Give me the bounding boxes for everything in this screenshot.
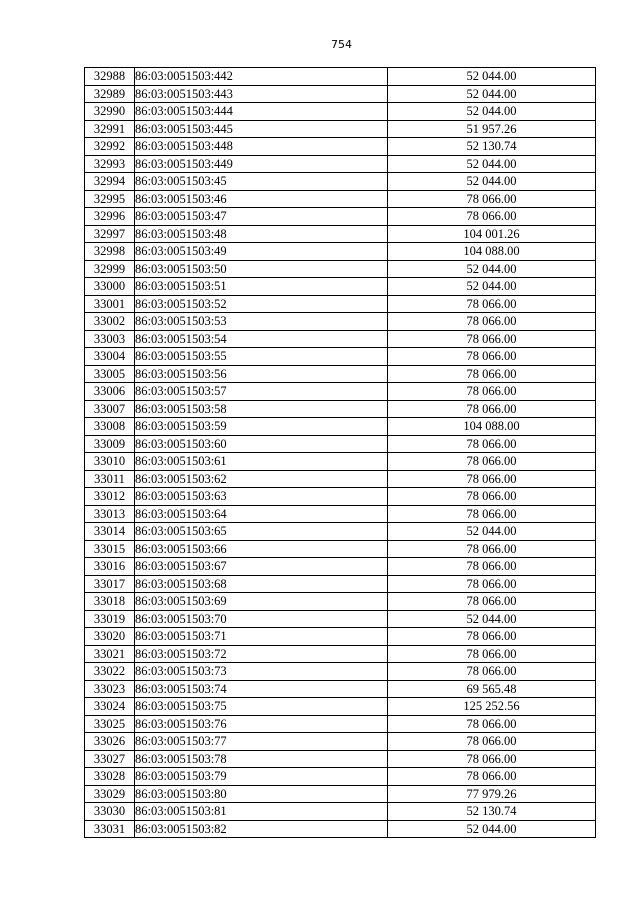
row-number-cell: 33016 bbox=[85, 558, 135, 576]
table-row bbox=[85, 173, 596, 191]
cadastral-number-cell: 86:03:0051503:76 bbox=[135, 715, 388, 733]
row-number-cell: 33019 bbox=[85, 610, 135, 628]
table-row bbox=[85, 68, 596, 86]
table-row bbox=[85, 750, 596, 768]
cadastral-value-cell: 52 044.00 bbox=[388, 155, 596, 173]
row-number-cell: 32994 bbox=[85, 173, 135, 191]
table-row bbox=[85, 453, 596, 471]
table-row bbox=[85, 313, 596, 331]
row-number-cell: 33014 bbox=[85, 523, 135, 541]
table-row bbox=[85, 383, 596, 401]
row-number-cell: 33029 bbox=[85, 785, 135, 803]
cadastral-value-cell: 77 979.26 bbox=[388, 785, 596, 803]
row-number-cell: 33031 bbox=[85, 820, 135, 838]
cadastral-value-cell: 78 066.00 bbox=[388, 768, 596, 786]
row-number-cell: 33012 bbox=[85, 488, 135, 506]
row-number-cell: 32990 bbox=[85, 103, 135, 121]
table-row bbox=[85, 400, 596, 418]
table-row bbox=[85, 505, 596, 523]
table-row bbox=[85, 785, 596, 803]
table-row bbox=[85, 278, 596, 296]
cadastral-number-cell: 86:03:0051503:80 bbox=[135, 785, 388, 803]
cadastral-number-cell: 86:03:0051503:60 bbox=[135, 435, 388, 453]
table-row bbox=[85, 138, 596, 156]
cadastral-number-cell: 86:03:0051503:57 bbox=[135, 383, 388, 401]
table-row bbox=[85, 488, 596, 506]
table-row bbox=[85, 365, 596, 383]
cadastral-number-cell: 86:03:0051503:48 bbox=[135, 225, 388, 243]
cadastral-number-cell: 86:03:0051503:77 bbox=[135, 733, 388, 751]
cadastral-value-cell: 52 044.00 bbox=[388, 103, 596, 121]
cadastral-value-cell: 78 066.00 bbox=[388, 505, 596, 523]
row-number-cell: 33013 bbox=[85, 505, 135, 523]
row-number-cell: 33030 bbox=[85, 803, 135, 821]
row-number-cell: 33001 bbox=[85, 295, 135, 313]
cadastral-number-cell: 86:03:0051503:445 bbox=[135, 120, 388, 138]
row-number-cell: 33005 bbox=[85, 365, 135, 383]
table-row bbox=[85, 593, 596, 611]
table-row bbox=[85, 260, 596, 278]
cadastral-value-cell: 78 066.00 bbox=[388, 295, 596, 313]
cadastral-number-cell: 86:03:0051503:65 bbox=[135, 523, 388, 541]
cadastral-value-table bbox=[84, 67, 596, 838]
cadastral-number-cell: 86:03:0051503:448 bbox=[135, 138, 388, 156]
row-number-cell: 32998 bbox=[85, 243, 135, 261]
cadastral-number-cell: 86:03:0051503:55 bbox=[135, 348, 388, 366]
cadastral-number-cell: 86:03:0051503:70 bbox=[135, 610, 388, 628]
table-row bbox=[85, 768, 596, 786]
table-row bbox=[85, 418, 596, 436]
cadastral-value-cell: 78 066.00 bbox=[388, 628, 596, 646]
row-number-cell: 33017 bbox=[85, 575, 135, 593]
cadastral-value-cell: 52 044.00 bbox=[388, 260, 596, 278]
cadastral-value-cell: 78 066.00 bbox=[388, 313, 596, 331]
table-row bbox=[85, 610, 596, 628]
cadastral-value-cell: 52 044.00 bbox=[388, 173, 596, 191]
table-row bbox=[85, 680, 596, 698]
cadastral-number-cell: 86:03:0051503:47 bbox=[135, 208, 388, 226]
cadastral-value-cell: 104 001.26 bbox=[388, 225, 596, 243]
cadastral-value-cell: 78 066.00 bbox=[388, 663, 596, 681]
cadastral-value-cell: 78 066.00 bbox=[388, 383, 596, 401]
cadastral-value-cell: 52 044.00 bbox=[388, 278, 596, 296]
row-number-cell: 32993 bbox=[85, 155, 135, 173]
cadastral-number-cell: 86:03:0051503:81 bbox=[135, 803, 388, 821]
table-row bbox=[85, 803, 596, 821]
row-number-cell: 32999 bbox=[85, 260, 135, 278]
row-number-cell: 33022 bbox=[85, 663, 135, 681]
row-number-cell: 33002 bbox=[85, 313, 135, 331]
table-row bbox=[85, 85, 596, 103]
row-number-cell: 32989 bbox=[85, 85, 135, 103]
table-body bbox=[85, 68, 596, 838]
table-row bbox=[85, 733, 596, 751]
cadastral-value-cell: 78 066.00 bbox=[388, 435, 596, 453]
cadastral-number-cell: 86:03:0051503:79 bbox=[135, 768, 388, 786]
cadastral-number-cell: 86:03:0051503:62 bbox=[135, 470, 388, 488]
cadastral-value-cell: 78 066.00 bbox=[388, 733, 596, 751]
row-number-cell: 33011 bbox=[85, 470, 135, 488]
row-number-cell: 32997 bbox=[85, 225, 135, 243]
row-number-cell: 33003 bbox=[85, 330, 135, 348]
row-number-cell: 33008 bbox=[85, 418, 135, 436]
row-number-cell: 33028 bbox=[85, 768, 135, 786]
table-row bbox=[85, 715, 596, 733]
cadastral-value-cell: 52 044.00 bbox=[388, 610, 596, 628]
cadastral-number-cell: 86:03:0051503:46 bbox=[135, 190, 388, 208]
cadastral-value-cell: 78 066.00 bbox=[388, 208, 596, 226]
row-number-cell: 33027 bbox=[85, 750, 135, 768]
row-number-cell: 33023 bbox=[85, 680, 135, 698]
table-row bbox=[85, 540, 596, 558]
cadastral-value-cell: 52 130.74 bbox=[388, 803, 596, 821]
cadastral-value-cell: 78 066.00 bbox=[388, 540, 596, 558]
cadastral-number-cell: 86:03:0051503:442 bbox=[135, 68, 388, 86]
cadastral-value-cell: 78 066.00 bbox=[388, 365, 596, 383]
cadastral-number-cell: 86:03:0051503:82 bbox=[135, 820, 388, 838]
row-number-cell: 33020 bbox=[85, 628, 135, 646]
table-row bbox=[85, 120, 596, 138]
row-number-cell: 33018 bbox=[85, 593, 135, 611]
cadastral-value-cell: 52 044.00 bbox=[388, 523, 596, 541]
cadastral-value-cell: 52 044.00 bbox=[388, 68, 596, 86]
row-number-cell: 33025 bbox=[85, 715, 135, 733]
cadastral-value-cell: 78 066.00 bbox=[388, 558, 596, 576]
cadastral-number-cell: 86:03:0051503:69 bbox=[135, 593, 388, 611]
cadastral-number-cell: 86:03:0051503:449 bbox=[135, 155, 388, 173]
table-row bbox=[85, 470, 596, 488]
cadastral-value-cell: 52 044.00 bbox=[388, 85, 596, 103]
cadastral-number-cell: 86:03:0051503:51 bbox=[135, 278, 388, 296]
cadastral-number-cell: 86:03:0051503:49 bbox=[135, 243, 388, 261]
cadastral-value-cell: 52 044.00 bbox=[388, 820, 596, 838]
cadastral-number-cell: 86:03:0051503:61 bbox=[135, 453, 388, 471]
table-row bbox=[85, 558, 596, 576]
cadastral-number-cell: 86:03:0051503:66 bbox=[135, 540, 388, 558]
row-number-cell: 33024 bbox=[85, 698, 135, 716]
table-row bbox=[85, 628, 596, 646]
cadastral-value-cell: 78 066.00 bbox=[388, 593, 596, 611]
table-row bbox=[85, 225, 596, 243]
cadastral-value-cell: 78 066.00 bbox=[388, 330, 596, 348]
cadastral-number-cell: 86:03:0051503:72 bbox=[135, 645, 388, 663]
row-number-cell: 33006 bbox=[85, 383, 135, 401]
cadastral-value-cell: 78 066.00 bbox=[388, 575, 596, 593]
cadastral-value-cell: 104 088.00 bbox=[388, 243, 596, 261]
cadastral-value-cell: 78 066.00 bbox=[388, 750, 596, 768]
row-number-cell: 33026 bbox=[85, 733, 135, 751]
table-row bbox=[85, 698, 596, 716]
cadastral-number-cell: 86:03:0051503:71 bbox=[135, 628, 388, 646]
row-number-cell: 33004 bbox=[85, 348, 135, 366]
cadastral-number-cell: 86:03:0051503:52 bbox=[135, 295, 388, 313]
table-row bbox=[85, 295, 596, 313]
cadastral-number-cell: 86:03:0051503:78 bbox=[135, 750, 388, 768]
row-number-cell: 32991 bbox=[85, 120, 135, 138]
row-number-cell: 32995 bbox=[85, 190, 135, 208]
cadastral-number-cell: 86:03:0051503:75 bbox=[135, 698, 388, 716]
row-number-cell: 32992 bbox=[85, 138, 135, 156]
cadastral-number-cell: 86:03:0051503:68 bbox=[135, 575, 388, 593]
table-row bbox=[85, 575, 596, 593]
cadastral-value-cell: 78 066.00 bbox=[388, 715, 596, 733]
cadastral-value-cell: 78 066.00 bbox=[388, 645, 596, 663]
row-number-cell: 33009 bbox=[85, 435, 135, 453]
cadastral-number-cell: 86:03:0051503:45 bbox=[135, 173, 388, 191]
row-number-cell: 32996 bbox=[85, 208, 135, 226]
cadastral-number-cell: 86:03:0051503:67 bbox=[135, 558, 388, 576]
row-number-cell: 33007 bbox=[85, 400, 135, 418]
cadastral-number-cell: 86:03:0051503:59 bbox=[135, 418, 388, 436]
row-number-cell: 33021 bbox=[85, 645, 135, 663]
table-row bbox=[85, 330, 596, 348]
cadastral-number-cell: 86:03:0051503:58 bbox=[135, 400, 388, 418]
cadastral-number-cell: 86:03:0051503:53 bbox=[135, 313, 388, 331]
table-row bbox=[85, 103, 596, 121]
table-row bbox=[85, 155, 596, 173]
cadastral-value-cell: 69 565.48 bbox=[388, 680, 596, 698]
cadastral-value-cell: 104 088.00 bbox=[388, 418, 596, 436]
cadastral-value-cell: 78 066.00 bbox=[388, 488, 596, 506]
table-row bbox=[85, 663, 596, 681]
cadastral-number-cell: 86:03:0051503:54 bbox=[135, 330, 388, 348]
page-number: 754 bbox=[331, 38, 352, 51]
cadastral-value-cell: 78 066.00 bbox=[388, 470, 596, 488]
table-row bbox=[85, 435, 596, 453]
row-number-cell: 32988 bbox=[85, 68, 135, 86]
cadastral-value-cell: 51 957.26 bbox=[388, 120, 596, 138]
cadastral-value-cell: 78 066.00 bbox=[388, 400, 596, 418]
table-row bbox=[85, 645, 596, 663]
table-row bbox=[85, 190, 596, 208]
table-row bbox=[85, 348, 596, 366]
cadastral-number-cell: 86:03:0051503:63 bbox=[135, 488, 388, 506]
cadastral-value-cell: 52 130.74 bbox=[388, 138, 596, 156]
table-row bbox=[85, 208, 596, 226]
table-row bbox=[85, 243, 596, 261]
cadastral-value-cell: 78 066.00 bbox=[388, 348, 596, 366]
cadastral-number-cell: 86:03:0051503:73 bbox=[135, 663, 388, 681]
table-row bbox=[85, 820, 596, 838]
cadastral-number-cell: 86:03:0051503:74 bbox=[135, 680, 388, 698]
cadastral-value-cell: 78 066.00 bbox=[388, 190, 596, 208]
row-number-cell: 33010 bbox=[85, 453, 135, 471]
row-number-cell: 33000 bbox=[85, 278, 135, 296]
cadastral-number-cell: 86:03:0051503:56 bbox=[135, 365, 388, 383]
row-number-cell: 33015 bbox=[85, 540, 135, 558]
cadastral-value-cell: 125 252.56 bbox=[388, 698, 596, 716]
cadastral-number-cell: 86:03:0051503:64 bbox=[135, 505, 388, 523]
cadastral-value-cell: 78 066.00 bbox=[388, 453, 596, 471]
cadastral-number-cell: 86:03:0051503:443 bbox=[135, 85, 388, 103]
cadastral-number-cell: 86:03:0051503:444 bbox=[135, 103, 388, 121]
cadastral-number-cell: 86:03:0051503:50 bbox=[135, 260, 388, 278]
table-row bbox=[85, 523, 596, 541]
